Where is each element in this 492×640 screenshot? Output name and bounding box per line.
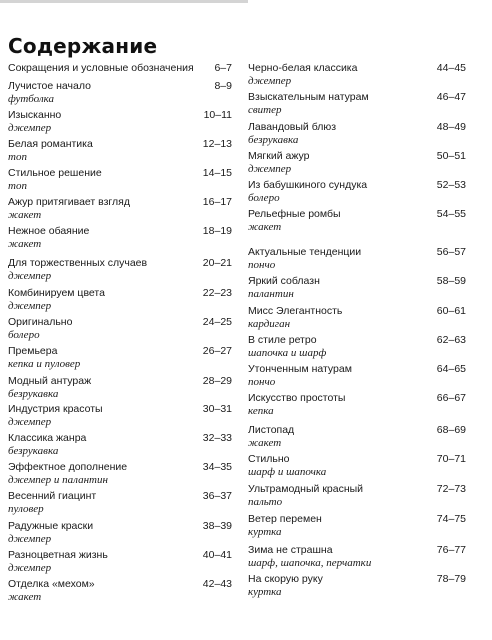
- entry-row: [8, 490, 232, 503]
- entry-row: [248, 305, 466, 318]
- entry-pages: 46–47: [436, 91, 466, 103]
- entry-row: [248, 363, 466, 376]
- contents-entry: [8, 257, 232, 283]
- entry-subtitle: джемпер: [8, 270, 52, 282]
- entry-title: Искусство простоты: [248, 392, 346, 404]
- contents-entry: [8, 403, 232, 429]
- entry-title: Разноцветная жизнь: [8, 549, 108, 561]
- entry-title: Комбинируем цвета: [8, 287, 105, 299]
- contents-entry: [8, 549, 232, 575]
- entry-pages: 64–65: [436, 363, 466, 375]
- entry-title: Ультрамодный красный: [248, 483, 364, 495]
- entry-subtitle: топ: [8, 151, 27, 163]
- entry-row: [8, 225, 232, 238]
- entry-title: Премьера: [8, 345, 58, 357]
- entry-pages: 78–79: [436, 573, 466, 585]
- entry-row: [8, 520, 232, 533]
- entry-row: [8, 345, 232, 358]
- entry-subtitle: джемпер и палантин: [8, 474, 108, 486]
- contents-entry: [248, 334, 466, 360]
- entry-pages: 66–67: [436, 392, 466, 404]
- entry-subtitle: кепка: [248, 405, 274, 417]
- entry-pages: 14–15: [202, 167, 232, 179]
- entry-title: Отделка «мехом»: [8, 578, 95, 590]
- entry-pages: 8–9: [214, 80, 232, 92]
- entry-row: [248, 62, 466, 75]
- contents-entry: [8, 225, 232, 251]
- entry-pages: 6–7: [214, 62, 232, 74]
- contents-entry: [248, 453, 466, 479]
- entry-pages: 30–31: [202, 403, 232, 415]
- contents-entry: [8, 461, 232, 487]
- entry-row: [8, 109, 232, 122]
- entry-row: [8, 62, 232, 75]
- entry-row: [8, 461, 232, 474]
- contents-entry: [8, 578, 232, 604]
- entry-row: [248, 483, 466, 496]
- entry-title: Индустрия красоты: [8, 403, 103, 415]
- entry-pages: 24–25: [202, 316, 232, 328]
- entry-title: Зима не страшна: [248, 544, 333, 556]
- entry-row: [248, 121, 466, 134]
- entry-subtitle: жакет: [248, 221, 282, 233]
- entry-pages: 34–35: [202, 461, 232, 473]
- entry-row: [8, 196, 232, 209]
- entry-pages: 42–43: [202, 578, 232, 590]
- entry-title: Мисс Элегантность: [248, 305, 343, 317]
- contents-entry: [248, 246, 466, 272]
- entry-subtitle: джемпер: [248, 75, 292, 87]
- contents-entry: [8, 316, 232, 342]
- entry-subtitle: пончо: [248, 376, 276, 388]
- entry-subtitle: палантин: [248, 288, 294, 300]
- entry-title: Нежное обаяние: [8, 225, 90, 237]
- entry-subtitle: жакет: [8, 209, 42, 221]
- entry-row: [8, 80, 232, 93]
- entry-subtitle: шарф, шапочка, перчатки: [248, 557, 372, 569]
- entry-row: [248, 275, 466, 288]
- entry-pages: 62–63: [436, 334, 466, 346]
- contents-entry: [248, 208, 466, 234]
- contents-entry: [248, 305, 466, 331]
- contents-entry: [248, 513, 466, 539]
- contents-entry: [248, 392, 466, 418]
- entry-row: [248, 544, 466, 557]
- entry-pages: 40–41: [202, 549, 232, 561]
- entry-title: На скорую руку: [248, 573, 323, 585]
- entry-pages: 10–11: [203, 109, 232, 121]
- entry-subtitle: кепка и пуловер: [8, 358, 81, 370]
- entry-pages: 32–33: [202, 432, 232, 444]
- entry-subtitle: шапочка и шарф: [248, 347, 327, 359]
- entry-subtitle: джемпер: [8, 562, 52, 574]
- contents-entry: [8, 287, 232, 313]
- entry-title: Изысканно: [8, 109, 62, 121]
- entry-pages: 48–49: [436, 121, 466, 133]
- entry-subtitle: болеро: [8, 329, 40, 341]
- entry-row: [248, 573, 466, 586]
- entry-title: Черно-белая классика: [248, 62, 358, 74]
- entry-row: [248, 179, 466, 192]
- entry-pages: 70–71: [436, 453, 466, 465]
- entry-title: Стильно: [248, 453, 290, 465]
- entry-row: [8, 287, 232, 300]
- contents-entry: [248, 483, 466, 509]
- entry-subtitle: жакет: [248, 437, 282, 449]
- entry-row: [8, 432, 232, 445]
- entry-row: [248, 392, 466, 405]
- entry-row: [248, 424, 466, 437]
- entry-title: Классика жанра: [8, 432, 87, 444]
- entry-row: [248, 150, 466, 163]
- contents-entry: [248, 424, 466, 450]
- entry-title: Для торжественных случаев: [8, 257, 148, 269]
- entry-subtitle: жакет: [8, 238, 42, 250]
- entry-row: [8, 167, 232, 180]
- entry-subtitle: джемпер: [8, 300, 52, 312]
- contents-entry: [8, 80, 232, 106]
- entry-title: Мягкий ажур: [248, 150, 310, 162]
- entry-pages: 68–69: [436, 424, 466, 436]
- entry-title: Лучистое начало: [8, 80, 91, 92]
- contents-entry: [248, 544, 466, 570]
- entry-pages: 58–59: [436, 275, 466, 287]
- entry-pages: 56–57: [436, 246, 466, 258]
- entry-pages: 20–21: [202, 257, 232, 269]
- contents-entry: [8, 345, 232, 371]
- entry-title: Белая романтика: [8, 138, 93, 150]
- entry-pages: 38–39: [202, 520, 232, 532]
- entry-row: [8, 578, 232, 591]
- entry-subtitle: безрукавка: [8, 445, 59, 457]
- entry-pages: 22–23: [202, 287, 232, 299]
- entry-title: Яркий соблазн: [248, 275, 320, 287]
- contents-entry: [8, 138, 232, 164]
- contents-entry: [248, 275, 466, 301]
- contents-entry: [248, 121, 466, 147]
- entry-pages: 74–75: [436, 513, 466, 525]
- contents-entry: [8, 432, 232, 458]
- entry-title: Сокращения и условные обозначения: [8, 62, 194, 74]
- entry-pages: 76–77: [436, 544, 466, 556]
- entry-row: [8, 138, 232, 151]
- entry-subtitle: джемпер: [248, 163, 292, 175]
- entry-row: [248, 453, 466, 466]
- entry-title: Эффектное дополнение: [8, 461, 128, 473]
- entry-row: [248, 246, 466, 259]
- entry-title: Весенний гиацинт: [8, 490, 97, 502]
- entry-title: Утонченным натурам: [248, 363, 352, 375]
- entry-subtitle: болеро: [248, 192, 280, 204]
- entry-title: Из бабушкиного сундука: [248, 179, 368, 191]
- entry-pages: 12–13: [202, 138, 232, 150]
- entry-subtitle: футболка: [8, 93, 55, 105]
- entry-subtitle: кардиган: [248, 318, 291, 330]
- entry-pages: 44–45: [436, 62, 466, 74]
- contents-entry: [8, 167, 232, 193]
- entry-subtitle: куртка: [248, 586, 282, 598]
- entry-subtitle: жакет: [8, 591, 42, 603]
- entry-pages: 28–29: [202, 375, 232, 387]
- entry-subtitle: джемпер: [8, 533, 52, 545]
- entry-pages: 16–17: [202, 196, 232, 208]
- entry-row: [248, 334, 466, 347]
- entry-title: Листопад: [248, 424, 295, 436]
- entry-row: [8, 549, 232, 562]
- entry-row: [8, 316, 232, 329]
- entry-subtitle: джемпер: [8, 122, 52, 134]
- contents-entry: [8, 375, 232, 401]
- entry-title: Стильное решение: [8, 167, 102, 179]
- entry-subtitle: куртка: [248, 526, 282, 538]
- contents-entry: [8, 490, 232, 516]
- entry-title: Актуальные тенденции: [248, 246, 362, 258]
- entry-title: Взыскательным натурам: [248, 91, 369, 103]
- entry-subtitle: безрукавка: [8, 388, 59, 400]
- entry-row: [248, 91, 466, 104]
- entry-title: Ветер перемен: [248, 513, 322, 525]
- entry-row: [8, 257, 232, 270]
- entry-pages: 18–19: [202, 225, 232, 237]
- entry-subtitle: шарф и шапочка: [248, 466, 327, 478]
- entry-subtitle: свитер: [248, 104, 282, 116]
- entry-title: В стиле ретро: [248, 334, 317, 346]
- contents-entry: [8, 520, 232, 546]
- entry-row: [8, 375, 232, 388]
- contents-entry: [248, 62, 466, 88]
- entry-pages: 60–61: [436, 305, 466, 317]
- contents-entry: [8, 196, 232, 222]
- page-title: Содержание: [8, 34, 158, 58]
- entry-subtitle: пальто: [248, 496, 283, 508]
- entry-pages: 26–27: [202, 345, 232, 357]
- entry-pages: 50–51: [436, 150, 466, 162]
- entry-pages: 52–53: [436, 179, 466, 191]
- entry-subtitle: пуловер: [8, 503, 44, 515]
- entry-row: [248, 208, 466, 221]
- contents-entry: [248, 363, 466, 389]
- entry-pages: 72–73: [436, 483, 466, 495]
- contents-entry: [8, 109, 232, 135]
- entry-title: Лавандовый блюз: [248, 121, 337, 133]
- entry-subtitle: пончо: [248, 259, 276, 271]
- contents-entry: [248, 179, 466, 205]
- entry-subtitle: безрукавка: [248, 134, 299, 146]
- contents-entry: [248, 91, 466, 117]
- entry-row: [248, 513, 466, 526]
- entry-pages: 54–55: [436, 208, 466, 220]
- contents-entry: [248, 150, 466, 176]
- entry-row: [8, 403, 232, 416]
- entry-title: Ажур притягивает взгляд: [8, 196, 130, 208]
- entry-title: Радужные краски: [8, 520, 94, 532]
- entry-subtitle: топ: [8, 180, 27, 192]
- entry-pages: 36–37: [202, 490, 232, 502]
- entry-subtitle: джемпер: [8, 416, 52, 428]
- entry-title: Модный антураж: [8, 375, 92, 387]
- page-edge-shade: [0, 0, 248, 3]
- contents-entry: [8, 62, 232, 75]
- entry-title: Оригинально: [8, 316, 73, 328]
- contents-entry: [248, 573, 466, 599]
- entry-title: Рельефные ромбы: [248, 208, 341, 220]
